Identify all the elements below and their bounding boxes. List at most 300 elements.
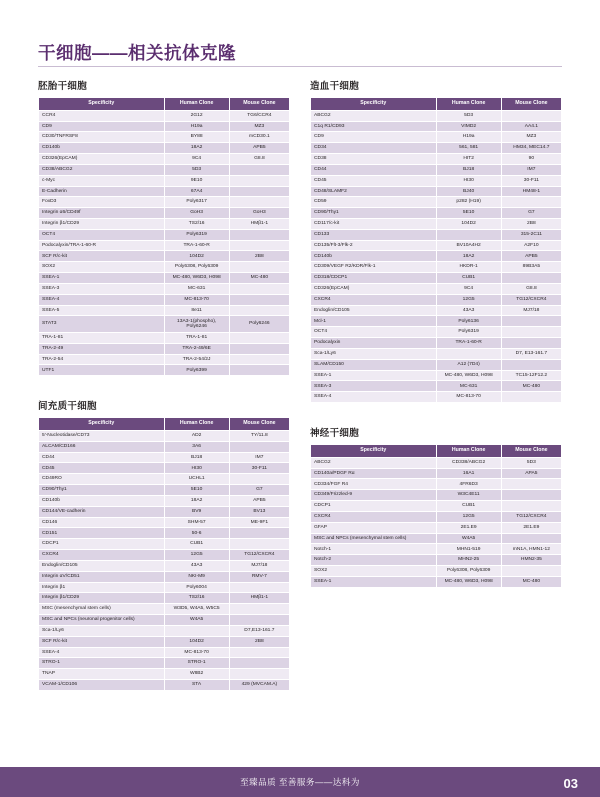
cell-human-clone: TRA-1-81 (164, 332, 229, 343)
cell-specificity: CD38/ABCG2 (39, 164, 165, 175)
cell-mouse-clone (229, 539, 289, 550)
cell-mouse-clone: IM7 (501, 164, 561, 175)
table-row (311, 468, 562, 479)
column-header-human-clone: Human Clone (164, 98, 229, 111)
table-row (311, 327, 562, 338)
table-row (39, 647, 290, 658)
cell-mouse-clone (229, 441, 289, 452)
cell-specificity: CD140a/PDGF Rα (311, 468, 437, 479)
table-row (39, 636, 290, 647)
table-row (39, 593, 290, 604)
cell-human-clone: CUB1 (436, 273, 501, 284)
cell-human-clone: MC-813-70 (164, 294, 229, 305)
cell-human-clone: A12 (7D4) (436, 359, 501, 370)
cell-mouse-clone: APB5 (229, 495, 289, 506)
cell-mouse-clone (229, 582, 289, 593)
cell-mouse-clone: APA5 (501, 468, 561, 479)
table-row (311, 251, 562, 262)
column-right (310, 78, 562, 713)
cell-specificity: CD90/Thy1 (311, 208, 437, 219)
table-row (39, 229, 290, 240)
title-divider (38, 66, 562, 67)
cell-human-clone: 3A6 (164, 441, 229, 452)
cell-mouse-clone: G7 (229, 485, 289, 496)
cell-specificity: CD151 (39, 528, 165, 539)
table-row (39, 463, 290, 474)
cell-specificity: CD30/TNFRSF8 (39, 132, 165, 143)
cell-mouse-clone (229, 175, 289, 186)
table-row (39, 294, 290, 305)
cell-human-clone: 50-6 (164, 528, 229, 539)
cell-human-clone: 13A3-1(phospho), Poly6246 (164, 316, 229, 332)
cell-mouse-clone (501, 316, 561, 327)
table-row (39, 560, 290, 571)
cell-human-clone: HI30 (164, 463, 229, 474)
cell-specificity: CD9 (311, 132, 437, 143)
cell-specificity: SSEA-1 (39, 273, 165, 284)
cell-human-clone (436, 229, 501, 240)
cell-mouse-clone: D7, E13-161.7 (501, 348, 561, 359)
cell-specificity: CD326(EpCAM) (311, 283, 437, 294)
table-row (39, 474, 290, 485)
table-row (311, 566, 562, 577)
cell-specificity: CD140b (311, 251, 437, 262)
cell-mouse-clone (229, 294, 289, 305)
cell-specificity: ABCG2 (311, 457, 437, 468)
cell-specificity: SOX2 (311, 566, 437, 577)
cell-human-clone: HI30 (436, 175, 501, 186)
cell-mouse-clone: 2E1.E9 (501, 522, 561, 533)
cell-human-clone: STRO-1 (164, 658, 229, 669)
cell-human-clone: HKDR-1 (436, 262, 501, 273)
cell-human-clone: TRA-1-60-R (436, 338, 501, 349)
cell-mouse-clone: TG12/CXCR4 (501, 511, 561, 522)
cell-human-clone: TS2/16 (164, 593, 229, 604)
table-row (39, 430, 290, 441)
cell-mouse-clone: G8.8 (229, 154, 289, 165)
cell-human-clone: TS2/16 (164, 219, 229, 230)
table-row (311, 186, 562, 197)
table-row (39, 186, 290, 197)
table-row (39, 354, 290, 365)
cell-human-clone: W3D5, W4A5, W5C5 (164, 604, 229, 615)
cell-specificity: CD144/VE-cadherin (39, 506, 165, 517)
cell-specificity: CD309/VEGF R2/KDR/Flk-1 (311, 262, 437, 273)
cell-specificity: CXCR4 (39, 550, 165, 561)
table-row (311, 359, 562, 370)
cell-human-clone: 5E10 (436, 208, 501, 219)
table-row (311, 197, 562, 208)
table-row (39, 208, 290, 219)
cell-human-clone: MHN1-519 (436, 544, 501, 555)
section-title: 胚胎干细胞 (38, 81, 88, 92)
table-row (39, 604, 290, 615)
table-row (311, 555, 562, 566)
table-row (39, 305, 290, 316)
cell-mouse-clone (229, 365, 289, 376)
cell-human-clone: Poly6004 (164, 582, 229, 593)
cell-mouse-clone (501, 479, 561, 490)
column-header-specificity: Specificity (39, 98, 165, 111)
cell-mouse-clone (229, 229, 289, 240)
cell-mouse-clone: MC-480 (501, 381, 561, 392)
table-row (39, 506, 290, 517)
cell-human-clone: Poly6319 (164, 229, 229, 240)
cell-human-clone: MHN2-25 (436, 555, 501, 566)
cell-mouse-clone: TG12/CXCR4 (229, 550, 289, 561)
cell-mouse-clone (501, 273, 561, 284)
table-row (39, 517, 290, 528)
cell-human-clone: 561, 581 (436, 143, 501, 154)
cell-specificity: CD45 (311, 175, 437, 186)
cell-human-clone: AD2 (164, 430, 229, 441)
table-row (311, 348, 562, 359)
table-row (311, 381, 562, 392)
table-row (39, 615, 290, 626)
cell-specificity: SSEA-1 (311, 576, 437, 587)
cell-specificity: TRA-1-81 (39, 332, 165, 343)
cell-human-clone: W3C4E11 (436, 490, 501, 501)
cell-human-clone: 18A2 (164, 495, 229, 506)
column-left (38, 78, 290, 713)
cell-mouse-clone (229, 262, 289, 273)
table-row (311, 305, 562, 316)
section-neural-stem-cells (310, 425, 562, 588)
cell-mouse-clone: mCD30.1 (229, 132, 289, 143)
cell-mouse-clone: RMV-7 (229, 571, 289, 582)
cell-human-clone: GoH3 (164, 208, 229, 219)
cell-human-clone: W4A5 (164, 615, 229, 626)
cell-specificity: MSC (mesenchymal stem cells) (39, 604, 165, 615)
cell-mouse-clone (229, 283, 289, 294)
cell-specificity: Integrin β1/CD29 (39, 219, 165, 230)
cell-mouse-clone: 5D3 (501, 457, 561, 468)
cell-human-clone: 5E10 (164, 485, 229, 496)
table-row (39, 582, 290, 593)
cell-human-clone: Poly6319 (436, 327, 501, 338)
cell-specificity: Sca-1/Ly6 (39, 625, 165, 636)
cell-mouse-clone: 30-F11 (229, 463, 289, 474)
cell-mouse-clone (501, 490, 561, 501)
cell-mouse-clone (501, 327, 561, 338)
table-row (39, 219, 290, 230)
cell-specificity: CD117/c-kit (311, 219, 437, 230)
cell-mouse-clone: MJ7/18 (229, 560, 289, 571)
table-row (39, 273, 290, 284)
cell-human-clone: H19a (436, 132, 501, 143)
cell-specificity: GFAP (311, 522, 437, 533)
cell-human-clone: TRA-2-54/2J (164, 354, 229, 365)
cell-specificity: CXCR4 (311, 511, 437, 522)
table-row (39, 528, 290, 539)
cell-mouse-clone: MC-480 (229, 273, 289, 284)
cell-mouse-clone: MZ3 (229, 121, 289, 132)
cell-human-clone: Poly6136 (436, 316, 501, 327)
cell-specificity: CD44 (311, 164, 437, 175)
table-row (39, 669, 290, 680)
cell-human-clone: 2G12 (164, 110, 229, 121)
cell-human-clone: UCHL1 (164, 474, 229, 485)
table-row (311, 110, 562, 121)
cell-mouse-clone (229, 669, 289, 680)
table-row (39, 164, 290, 175)
cell-specificity: CD146 (39, 517, 165, 528)
page-title: 干细胞——相关抗体克隆 (38, 43, 236, 63)
cell-mouse-clone: 429 (MVCAM.A) (229, 680, 289, 691)
cell-mouse-clone (501, 110, 561, 121)
table-row (311, 576, 562, 587)
section-title: 间充质干细胞 (38, 401, 97, 413)
cell-specificity: Sca-1/Ly6 (311, 348, 437, 359)
table-row (311, 219, 562, 230)
column-header-specificity: Specificity (311, 445, 437, 458)
cell-human-clone: 12G5 (164, 550, 229, 561)
cell-mouse-clone: MZ3 (501, 132, 561, 143)
cell-specificity: ABCG2 (311, 110, 437, 121)
table-header-row (39, 98, 290, 111)
column-header-mouse-clone: Mouse Clone (229, 98, 289, 111)
cell-specificity: MSC and NPCs (mesenchymal stem cells) (311, 533, 437, 544)
cell-human-clone: BJ40 (436, 186, 501, 197)
cell-mouse-clone: 90 (501, 154, 561, 165)
cell-specificity: SLAM/CD150 (311, 359, 437, 370)
cell-specificity: Integrin β1/CD29 (39, 593, 165, 604)
cell-mouse-clone: G8.8 (501, 283, 561, 294)
cell-specificity: Endoglin/CD105 (39, 560, 165, 571)
cell-specificity: Endoglin/CD105 (311, 305, 437, 316)
cell-mouse-clone (501, 359, 561, 370)
table-row (311, 121, 562, 132)
cell-mouse-clone (229, 658, 289, 669)
cell-mouse-clone: ME-9F1 (229, 517, 289, 528)
cell-specificity: CD334/FGF R4 (311, 479, 437, 490)
cell-mouse-clone: MC-480 (501, 576, 561, 587)
section-title: 造血干细胞 (310, 81, 360, 92)
cell-specificity: Mcl-1 (311, 316, 437, 327)
cell-human-clone: Poly6399 (164, 365, 229, 376)
cell-mouse-clone: 89B3A5 (501, 262, 561, 273)
cell-human-clone: CUB1 (436, 501, 501, 512)
antibody-clone-table (310, 444, 562, 588)
cell-human-clone: 12G5 (436, 511, 501, 522)
cell-specificity: CD135/Flt-3/Flk-2 (311, 240, 437, 251)
table-row (311, 132, 562, 143)
table-header-row (39, 418, 290, 431)
cell-mouse-clone: mN1A, HMN1-12 (501, 544, 561, 555)
cell-mouse-clone: TG12/CXCR4 (501, 294, 561, 305)
cell-specificity: CD326(EpCAM) (39, 154, 165, 165)
cell-mouse-clone (229, 343, 289, 354)
cell-mouse-clone (229, 197, 289, 208)
table-row (39, 316, 290, 332)
column-header-human-clone: Human Clone (436, 445, 501, 458)
table-row (39, 495, 290, 506)
cell-mouse-clone: HM48-1 (501, 186, 561, 197)
cell-human-clone: MC-813-70 (436, 392, 501, 403)
cell-specificity: CDCP1 (311, 501, 437, 512)
cell-mouse-clone (229, 186, 289, 197)
cell-human-clone: 104D2 (164, 636, 229, 647)
cell-mouse-clone: 2B8 (229, 251, 289, 262)
cell-human-clone: 12G5 (436, 294, 501, 305)
table-row (311, 262, 562, 273)
cell-specificity: FoxD3 (39, 197, 165, 208)
table-row (39, 251, 290, 262)
cell-mouse-clone (229, 332, 289, 343)
section-embryonic-stem-cells (38, 78, 290, 376)
cell-mouse-clone: HM34, MEC14.7 (501, 143, 561, 154)
table-row (39, 441, 290, 452)
cell-mouse-clone: IM7 (229, 452, 289, 463)
table-row (311, 544, 562, 555)
cell-specificity: CD133 (311, 229, 437, 240)
table-row (39, 539, 290, 550)
antibody-clone-table (38, 97, 290, 376)
cell-specificity: CD49RO (39, 474, 165, 485)
table-row (39, 175, 290, 186)
table-row (311, 511, 562, 522)
cell-human-clone: STA (164, 680, 229, 691)
cell-specificity: CD9 (39, 121, 165, 132)
cell-human-clone: 43A3 (436, 305, 501, 316)
cell-specificity: SOX2 (39, 262, 165, 273)
table-row (311, 229, 562, 240)
cell-specificity: SSEA-4 (39, 647, 165, 658)
cell-human-clone: NKI-M9 (164, 571, 229, 582)
cell-mouse-clone: 30-F11 (501, 175, 561, 186)
cell-mouse-clone: MJ7/18 (501, 305, 561, 316)
table-row (39, 197, 290, 208)
cell-human-clone: CUB1 (164, 539, 229, 550)
cell-specificity: C1q R1/CD93 (311, 121, 437, 132)
cell-specificity: STRO-1 (39, 658, 165, 669)
cell-mouse-clone (229, 647, 289, 658)
table-row (39, 365, 290, 376)
cell-specificity: SSEA-1 (311, 370, 437, 381)
cell-mouse-clone: 2B8 (501, 219, 561, 230)
cell-human-clone: BJ18 (436, 164, 501, 175)
cell-human-clone: BJ18 (164, 452, 229, 463)
section-mesenchymal-stem-cells (38, 398, 290, 691)
column-header-specificity: Specificity (311, 98, 437, 111)
cell-specificity: CXCR4 (311, 294, 437, 305)
column-header-mouse-clone: Mouse Clone (501, 445, 561, 458)
cell-mouse-clone: TY/11.8 (229, 430, 289, 441)
cell-mouse-clone (229, 305, 289, 316)
table-row (311, 143, 562, 154)
cell-human-clone: SHM-57 (164, 517, 229, 528)
cell-specificity: CD140b (39, 143, 165, 154)
cell-mouse-clone (229, 528, 289, 539)
cell-specificity: SSEA-3 (39, 283, 165, 294)
cell-human-clone: TRA-1-60-R (164, 240, 229, 251)
cell-human-clone: BV9 (164, 506, 229, 517)
section-hematopoietic-stem-cells (310, 78, 562, 403)
cell-specificity: TNAP (39, 669, 165, 680)
table-row (311, 338, 562, 349)
table-row (311, 490, 562, 501)
cell-human-clone: TRA-2-49/6E (164, 343, 229, 354)
cell-mouse-clone: HMβ1-1 (229, 593, 289, 604)
cell-human-clone: H19a (164, 121, 229, 132)
cell-mouse-clone: APB5 (501, 251, 561, 262)
table-row (39, 132, 290, 143)
cell-specificity: SSEA-3 (311, 381, 437, 392)
cell-specificity: TRA-2-49 (39, 343, 165, 354)
cell-specificity: TRA-2-54 (39, 354, 165, 365)
cell-mouse-clone: BV13 (229, 506, 289, 517)
cell-mouse-clone: Poly6246 (229, 316, 289, 332)
cell-human-clone: Poly6308, Poly6309 (164, 262, 229, 273)
antibody-clone-table (310, 97, 562, 403)
table-row (311, 294, 562, 305)
cell-mouse-clone: G7 (501, 208, 561, 219)
cell-human-clone: 18A2 (164, 143, 229, 154)
cell-human-clone: 5D3 (436, 110, 501, 121)
cell-mouse-clone (229, 474, 289, 485)
content-columns (38, 78, 562, 713)
cell-human-clone: 43A3 (164, 560, 229, 571)
cell-human-clone: BV10A4H2 (436, 240, 501, 251)
cell-specificity: CD140b (39, 495, 165, 506)
table-row (311, 522, 562, 533)
table-row (39, 143, 290, 154)
cell-specificity: CD349/Frizzled-9 (311, 490, 437, 501)
cell-human-clone: 9E10 (164, 175, 229, 186)
cell-mouse-clone (501, 566, 561, 577)
footer-slogan: 至臻品质 至善服务——达科为 (240, 777, 360, 787)
cell-mouse-clone (501, 197, 561, 208)
cell-specificity: CD44 (39, 452, 165, 463)
table-row (311, 392, 562, 403)
cell-human-clone: 67A4 (164, 186, 229, 197)
cell-human-clone (164, 625, 229, 636)
table-row (39, 452, 290, 463)
cell-mouse-clone (501, 392, 561, 403)
cell-mouse-clone (501, 533, 561, 544)
cell-specificity: c-Myc (39, 175, 165, 186)
cell-mouse-clone: 315-2C11 (501, 229, 561, 240)
cell-mouse-clone: TC15-12F12.2 (501, 370, 561, 381)
cell-specificity: CD48/SLAMF2 (311, 186, 437, 197)
cell-specificity: STAT3 (39, 316, 165, 332)
cell-mouse-clone (229, 615, 289, 626)
cell-human-clone: MC-631 (436, 381, 501, 392)
cell-specificity: UTF1 (39, 365, 165, 376)
column-header-mouse-clone: Mouse Clone (229, 418, 289, 431)
cell-specificity: Podocalyxin (311, 338, 437, 349)
table-row (311, 164, 562, 175)
cell-human-clone (436, 348, 501, 359)
cell-mouse-clone (229, 354, 289, 365)
table-row (39, 262, 290, 273)
cell-human-clone: 9C4 (164, 154, 229, 165)
table-row (311, 370, 562, 381)
cell-human-clone: 104D2 (436, 219, 501, 230)
table-header-row (311, 98, 562, 111)
cell-human-clone: MC-480, W6D3, H098 (436, 370, 501, 381)
cell-specificity: 5'-Nucleotidase/CD73 (39, 430, 165, 441)
cell-human-clone: 2E1.E9 (436, 522, 501, 533)
cell-human-clone: CD338/ABCG2 (436, 457, 501, 468)
cell-human-clone: 18A2 (436, 251, 501, 262)
table-row (311, 283, 562, 294)
cell-mouse-clone: D7,E13-161.7 (229, 625, 289, 636)
cell-human-clone: W4A5 (436, 533, 501, 544)
cell-human-clone: MC-813-70 (164, 647, 229, 658)
cell-mouse-clone: APB5 (229, 143, 289, 154)
cell-specificity: CCR4 (39, 110, 165, 121)
